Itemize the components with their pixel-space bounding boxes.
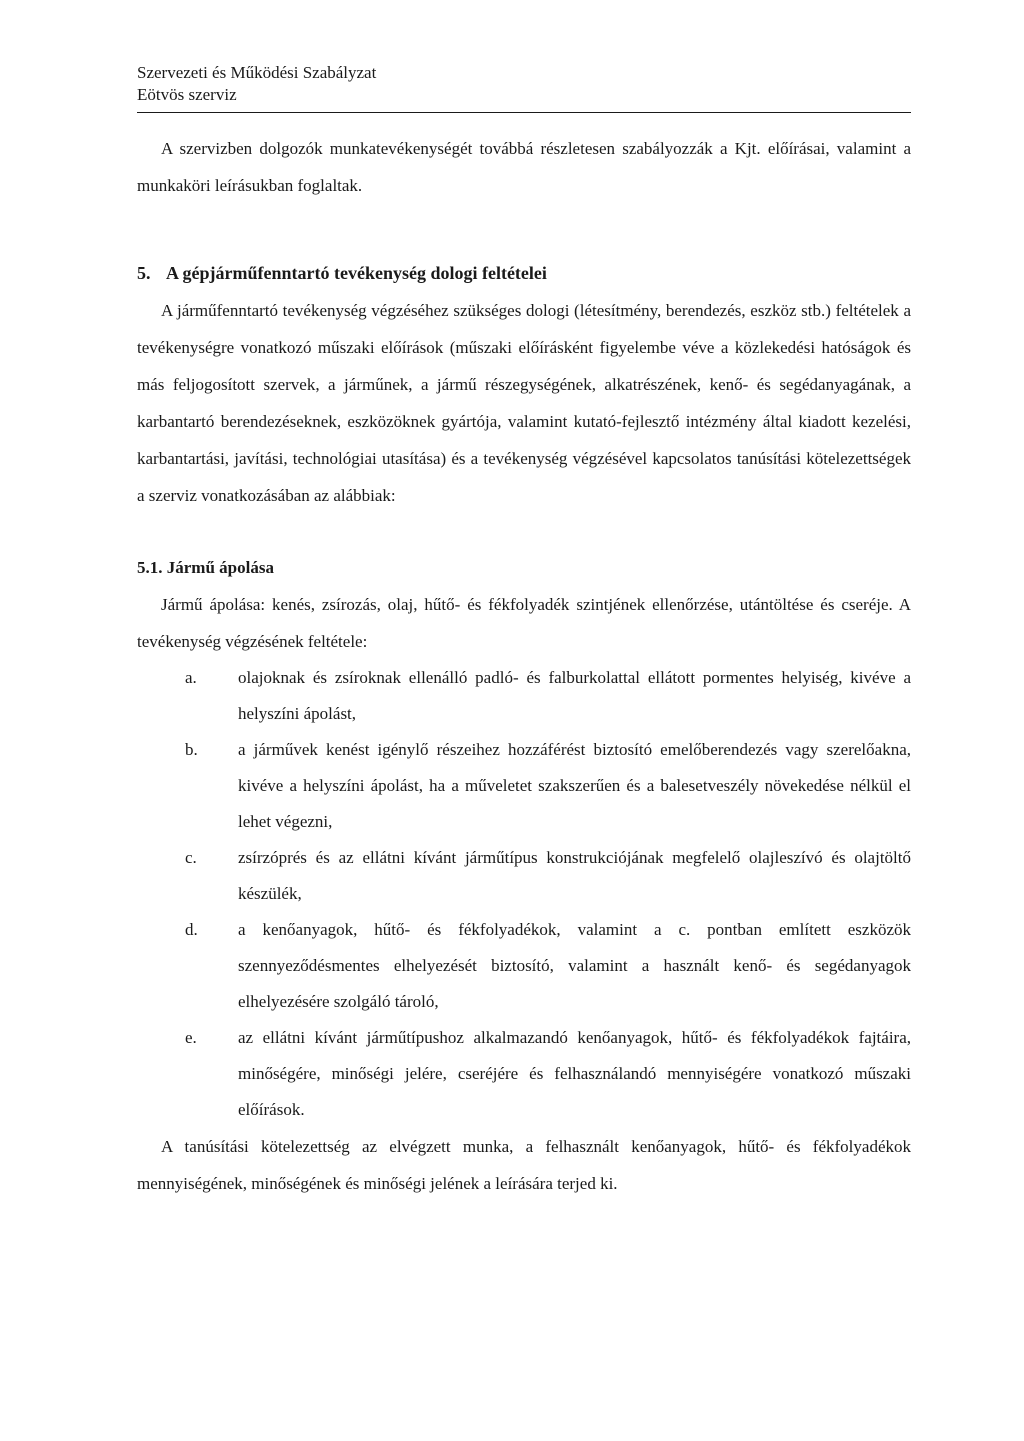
requirements-list <box>137 660 911 1128</box>
list-item-text: olajoknak és zsíroknak ellenálló padló- és falburkolattal ellátott pormentes helyiség, kivéve a helyszíni ápolást, <box>238 668 911 723</box>
list-item <box>137 840 911 912</box>
list-item-text: a járművek kenést igénylő részeihez hozzáférést biztosító emelőberendezés vagy szerelőakna, kivéve a helyszíni ápolást, ha a műveletet szakszerűen és a balesetveszély növekedése nélkül el lehet végezni, <box>238 740 911 831</box>
list-item <box>137 660 911 732</box>
section-5-number: 5. <box>137 263 151 283</box>
document-body <box>137 130 911 1202</box>
list-item <box>137 912 911 1020</box>
section-5-body: A járműfenntartó tevékenység végzéséhez szükséges dologi (létesítmény, berendezés, eszköz stb.) feltételek a tevékenységre vonatkozó műszaki előírások (műszaki előírásként figyelembe véve a közlekedési hatóságok és más feljogosított szervek, a járműnek, a jármű részegységének, alkatrészének, kenő- és segédanyagának, a karbantartó berendezéseknek, eszközöknek gyártója, valamint kutató-fejlesztő intézmény által kiadott kezelési, karbantartási, javítási, technológiai utasítása) és a tevékenység végzésével kapcsolatos tanúsítási kötelezettségek a szerviz vonatkozásában az alábbiak: <box>137 301 911 505</box>
section-5-heading <box>137 255 911 292</box>
header-divider <box>137 112 911 113</box>
header-document-title: Szervezeti és Működési Szabályzat <box>137 63 377 82</box>
subsection-5-1-intro: Jármű ápolása: kenés, zsírozás, olaj, hűtő- és fékfolyadék szintjének ellenőrzése, utántöltése és cseréje. A tevékenység végzésének feltétele: <box>137 595 911 651</box>
list-marker: c. <box>185 848 197 867</box>
list-item-text: az ellátni kívánt járműtípushoz alkalmazandó kenőanyagok, hűtő- és fékfolyadékok fajtáira, minőségére, minőségi jelére, cseréjére és felhasználandó mennyiségére vonatkozó műszaki előírások. <box>238 1028 911 1119</box>
list-marker: b. <box>185 740 198 759</box>
subsection-5-1-heading: 5.1. Jármű ápolása <box>137 558 274 577</box>
list-item-text: zsírzóprés és az ellátni kívánt járműtípus konstrukciójának megfelelő olajleszívó és olajtöltő készülék, <box>238 848 911 903</box>
list-marker: e. <box>185 1028 197 1047</box>
header-organization: Eötvös szerviz <box>137 85 237 104</box>
list-marker: d. <box>185 920 198 939</box>
closing-paragraph: A tanúsítási kötelezettség az elvégzett munka, a felhasznált kenőanyagok, hűtő- és fékfolyadékok mennyiségének, minőségének és minőségi jelének a leírására terjed ki. <box>137 1137 911 1193</box>
page-header <box>137 62 911 106</box>
section-5-title: A gépjárműfenntartó tevékenység dologi feltételei <box>166 263 547 283</box>
list-marker: a. <box>185 668 197 687</box>
list-item <box>137 732 911 840</box>
intro-paragraph: A szervizben dolgozók munkatevékenységét továbbá részletesen szabályozzák a Kjt. előírásai, valamint a munkaköri leírásukban foglaltak. <box>137 139 911 195</box>
list-item <box>137 1020 911 1128</box>
list-item-text: a kenőanyagok, hűtő- és fékfolyadékok, valamint a c. pontban említett eszközök szennyeződésmentes elhelyezését biztosító, valamint a használt kenő- és segédanyagok elhelyezésére szolgáló tároló, <box>238 920 911 1011</box>
